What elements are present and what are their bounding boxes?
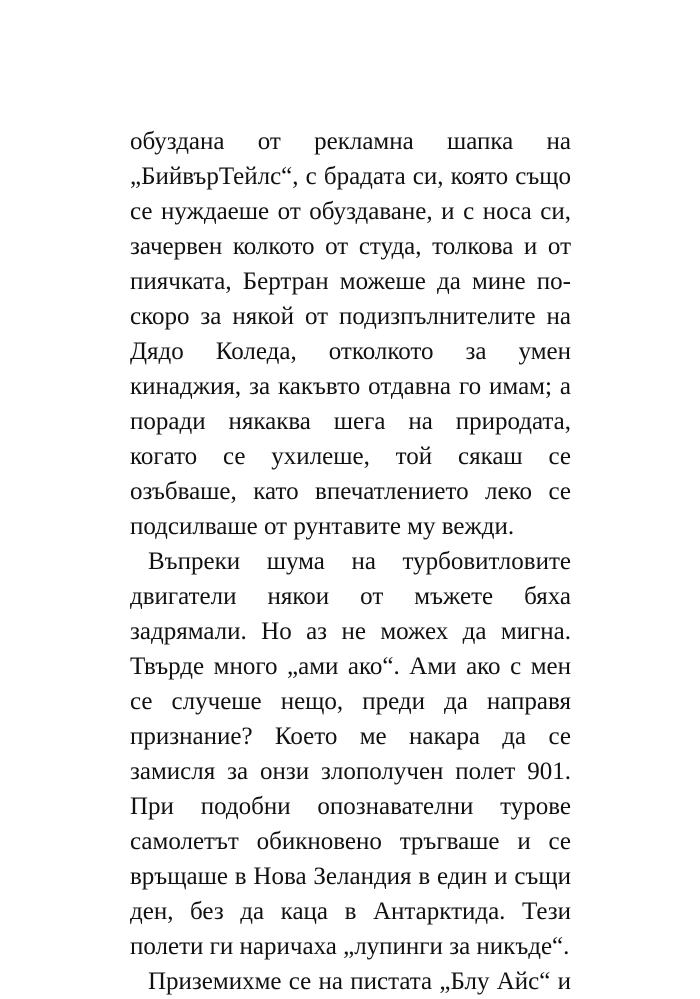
text-line: двигатели някои от мъжете бяха [130,583,571,610]
text-line: кинаджия, за какъвто отдавна го имам; а [130,373,571,400]
text-line: озъбваше, като впечатлението леко се [130,478,571,505]
text-line: самолетът обикновено тръгваше и се [130,828,571,855]
text-line: зачервен колкото от студа, толкова и от [130,233,571,260]
paragraph-end-line: подсилваше от рунтавите му вежди. [130,513,515,540]
text-line: При подобни опознавателни турове [130,793,571,820]
text-line: поради някаква шега на природата, [130,408,571,435]
text-line: Твърде много „ами ако“. Ами ако с мен [130,653,571,680]
text-line: задрямали. Но аз не можех да мигна. [130,618,571,645]
text-line: обуздана от рекламна шапка на [130,128,571,155]
body-text [130,124,571,999]
paragraph-start-line: Приземихме се на пистата „Блу Айс“ и [148,968,571,995]
text-line: се случеше нещо, преди да направя [130,688,571,715]
text-line: Дядо Коледа, отколкото за умен [130,338,571,365]
text-line: признание? Което ме накара да се [130,723,571,750]
text-line: замисля за онзи злополучен полет 901. [130,758,571,785]
text-line: скоро за някой от подизпълнителите на [130,303,571,330]
text-line: пиячката, Бертран можеше да мине по- [130,268,571,295]
text-line: ден, без да каца в Антарктида. Тези [130,898,571,925]
text-line: „БийвърТейлс“, с брадата си, която също [130,163,571,190]
text-line: се нуждаеше от обуздаване, и с носа си, [130,198,571,225]
paragraph-end-line: полети ги наричаха „лупинги за никъде“. [130,933,570,960]
text-line: връщаше в Нова Зеландия в един и същи [130,863,571,890]
text-line: когато се ухилеше, той сякаш се [130,443,571,470]
paragraph-start-line: Въпреки шума на турбовитловите [148,548,571,575]
